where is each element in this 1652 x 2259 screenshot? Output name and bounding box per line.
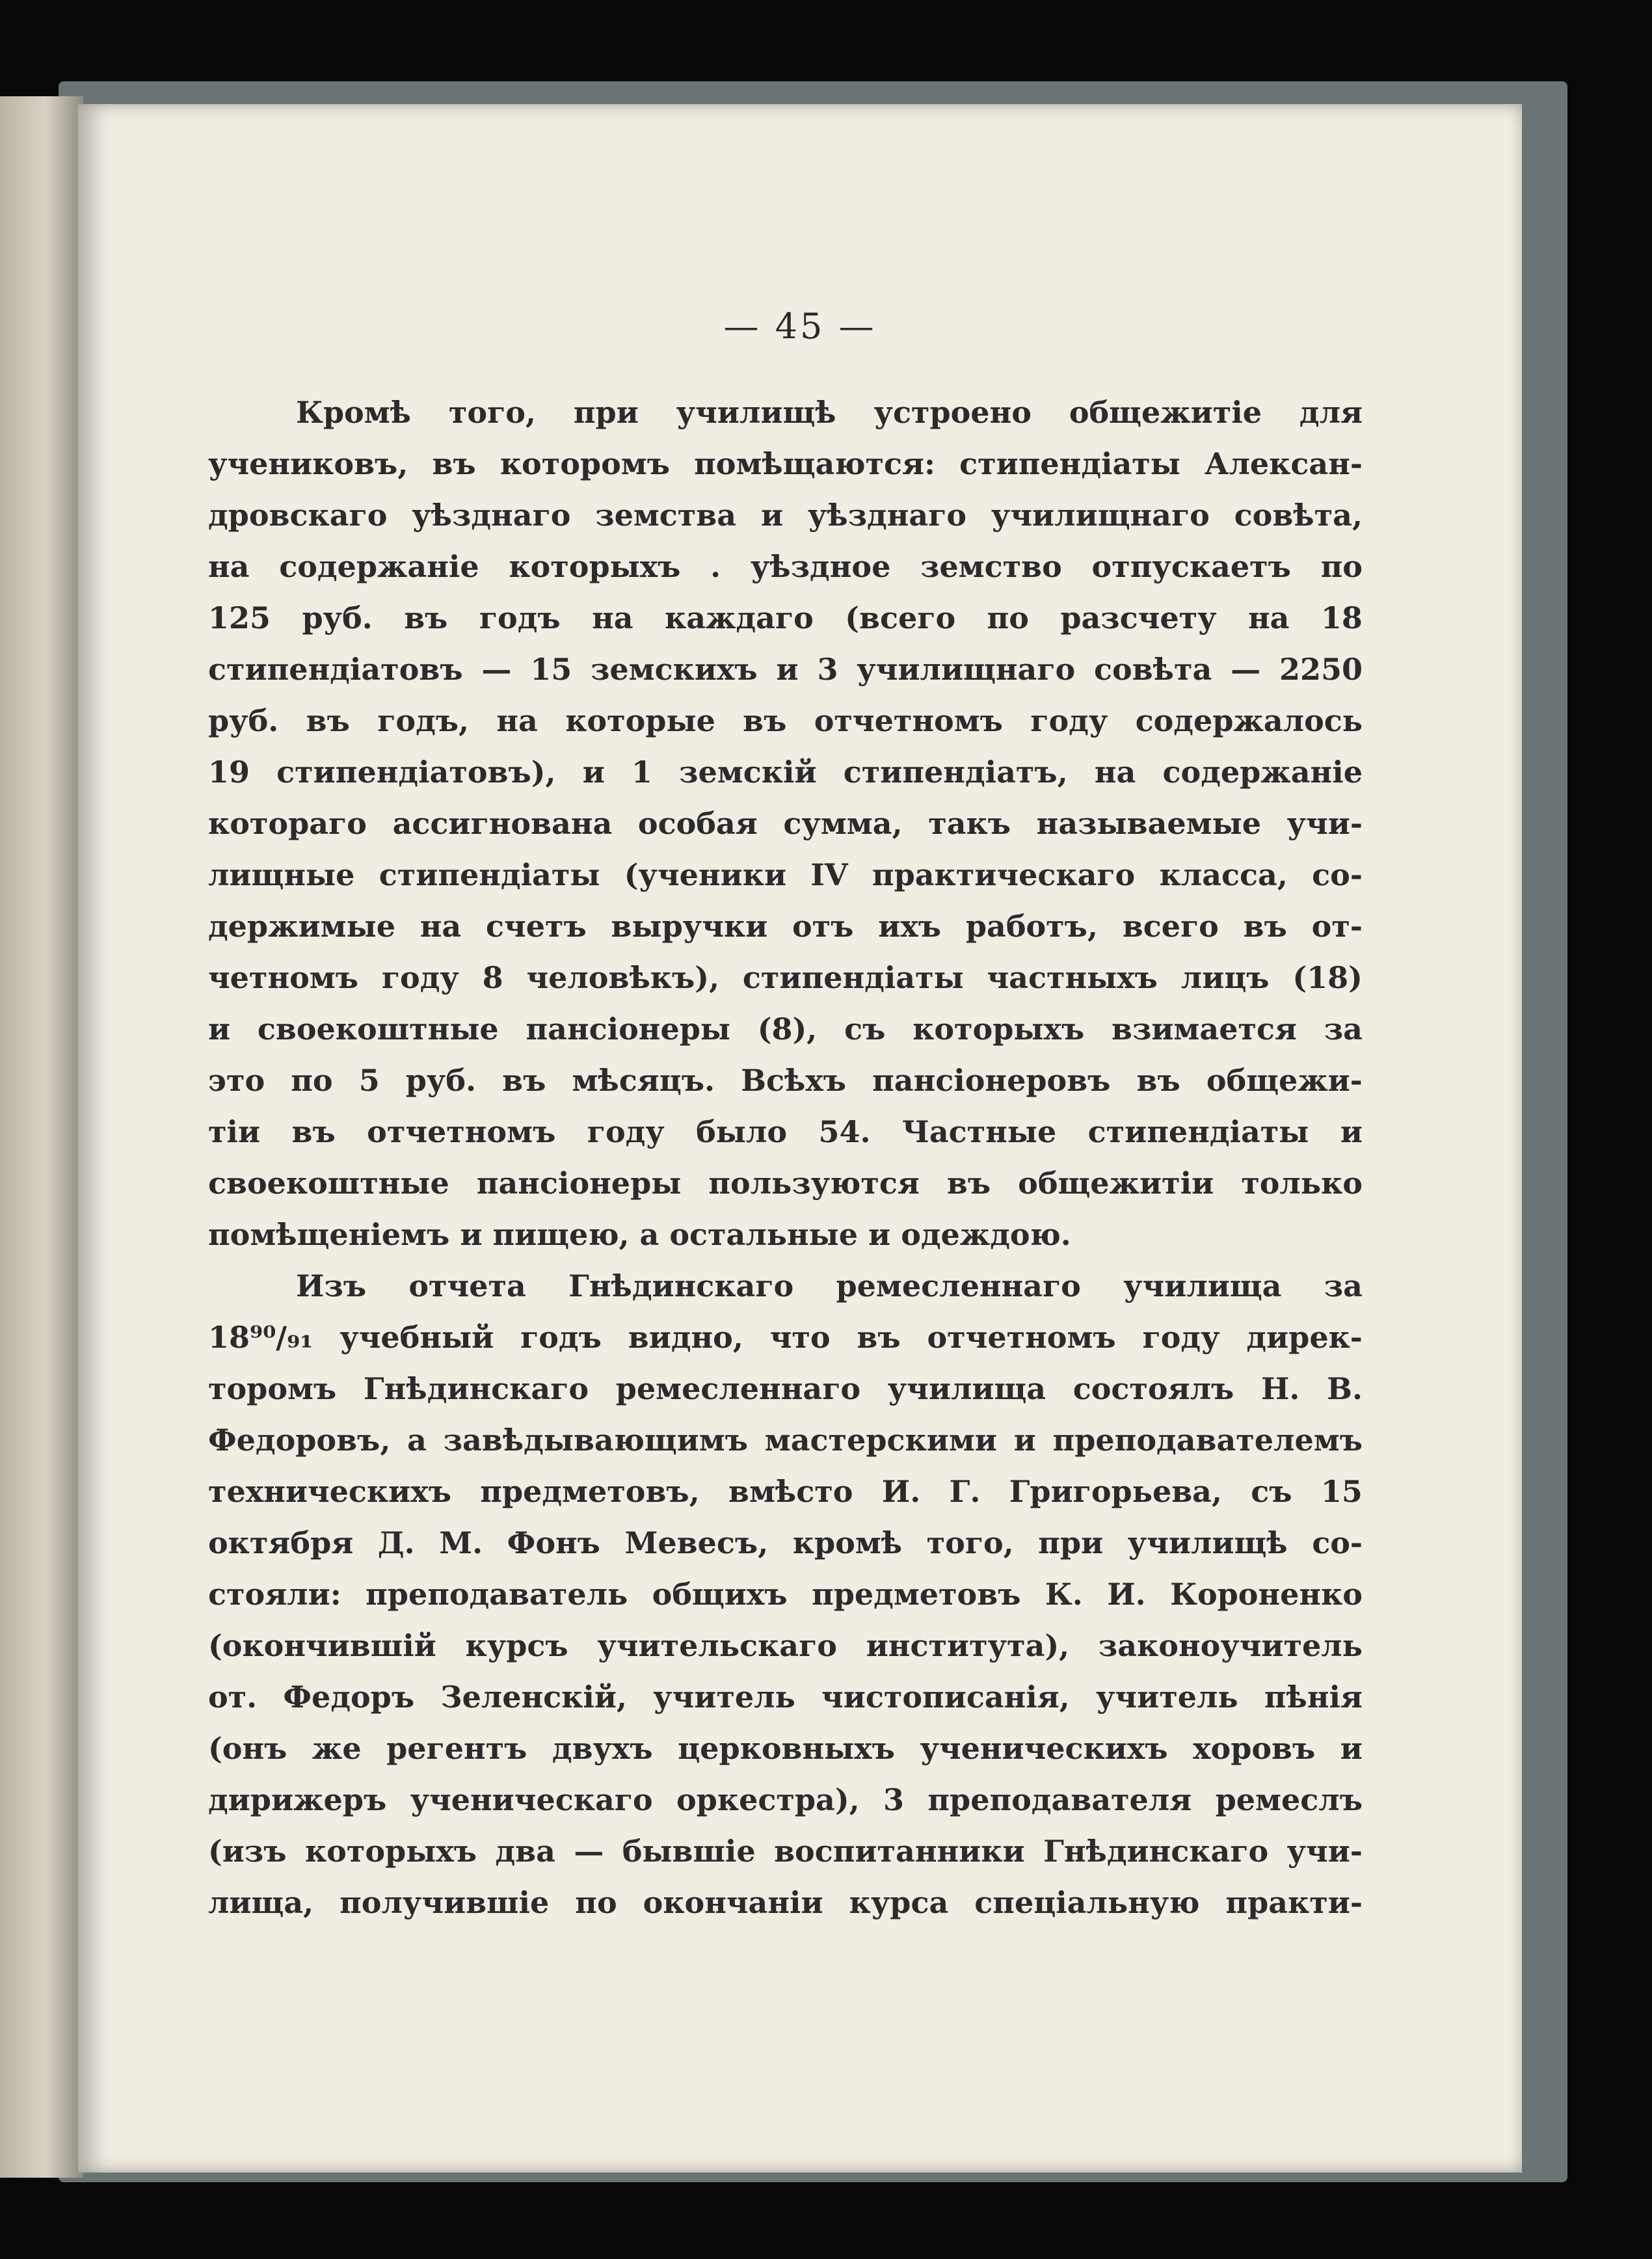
- page-number: — 45 —: [723, 306, 877, 347]
- text-line: октября Д. М. Фонъ Мевесъ, кромѣ того, при училищѣ со-: [208, 1525, 1363, 1560]
- text-line: стипендіатовъ — 15 земскихъ и 3 училищнаго совѣта — 2250: [208, 652, 1363, 687]
- text-line: от. Федоръ Зеленскій, учитель чистописанія, учитель пѣнія: [208, 1679, 1363, 1715]
- facing-page-edge: [0, 96, 83, 2178]
- text-line: стояли: преподаватель общихъ предметовъ К. И. Короненко: [208, 1577, 1363, 1612]
- text-line: и своекоштные пансіонеры (8), съ которыхъ взимается за: [208, 1011, 1363, 1047]
- text-line: держимые на счетъ выручки отъ ихъ работъ, всего въ от-: [208, 909, 1363, 944]
- text-line: торомъ Гнѣдинскаго ремесленнаго училища состоялъ Н. В.: [208, 1371, 1363, 1406]
- text-line: помѣщеніемъ и пищею, а остальные и одеждою.: [208, 1217, 1071, 1252]
- text-line: на содержаніе которыхъ . уѣздное земство отпускаетъ по: [208, 549, 1363, 584]
- text-line: (изъ которыхъ два — бывшіе воспитанники Гнѣдинскаго учи-: [208, 1834, 1363, 1869]
- text-line: лищные стипендіаты (ученики IV практическаго класса, со-: [208, 857, 1363, 892]
- text-line: Изъ отчета Гнѣдинскаго ремесленнаго училища за: [296, 1268, 1363, 1303]
- text-line: руб. въ годъ, на которые въ отчетномъ году содержалось: [208, 703, 1363, 738]
- text-line: тіи въ отчетномъ году было 54. Частные стипендіаты и: [208, 1114, 1363, 1149]
- text-line: Федоровъ, а завѣдывающимъ мастерскими и преподавателемъ: [208, 1423, 1363, 1458]
- text-line: своекоштные пансіонеры пользуются въ общежитіи только: [208, 1166, 1363, 1201]
- text-line: учениковъ, въ которомъ помѣщаются: стипендіаты Алексан-: [208, 446, 1363, 481]
- text-line: 19 стипендіатовъ), и 1 земскій стипендіатъ, на содержаніе: [208, 755, 1363, 790]
- text-line: дирижеръ ученическаго оркестра), 3 преподавателя ремеслъ: [208, 1782, 1363, 1817]
- text-line: лища, получившіе по окончаніи курса спеціальную практи-: [208, 1885, 1363, 1920]
- text-line: четномъ году 8 человѣкъ), стипендіаты частныхъ лицъ (18): [208, 960, 1363, 995]
- text-line: дровскаго уѣзднаго земства и уѣзднаго училищнаго совѣта,: [208, 498, 1363, 533]
- text-line: Кромѣ того, при училищѣ устроено общежитіе для: [296, 395, 1363, 430]
- text-line: 18⁹⁰/₉₁ учебный годъ видно, что въ отчетномъ году дирек-: [208, 1320, 1363, 1355]
- text-line: (окончившій курсъ учительскаго института), законоучитель: [208, 1628, 1363, 1663]
- book-page: [78, 104, 1522, 2172]
- text-line: (онъ же регентъ двухъ церковныхъ ученическихъ хоровъ и: [208, 1731, 1363, 1766]
- body-text: [208, 387, 1363, 1929]
- text-line: котораго ассигнована особая сумма, такъ называемые учи-: [208, 806, 1363, 841]
- text-line: это по 5 руб. въ мѣсяцъ. Всѣхъ пансіонеровъ въ общежи-: [208, 1063, 1363, 1098]
- text-line: 125 руб. въ годъ на каждаго (всего по разсчету на 18: [208, 600, 1363, 635]
- text-line: техническихъ предметовъ, вмѣсто И. Г. Григорьева, съ 15: [208, 1474, 1363, 1509]
